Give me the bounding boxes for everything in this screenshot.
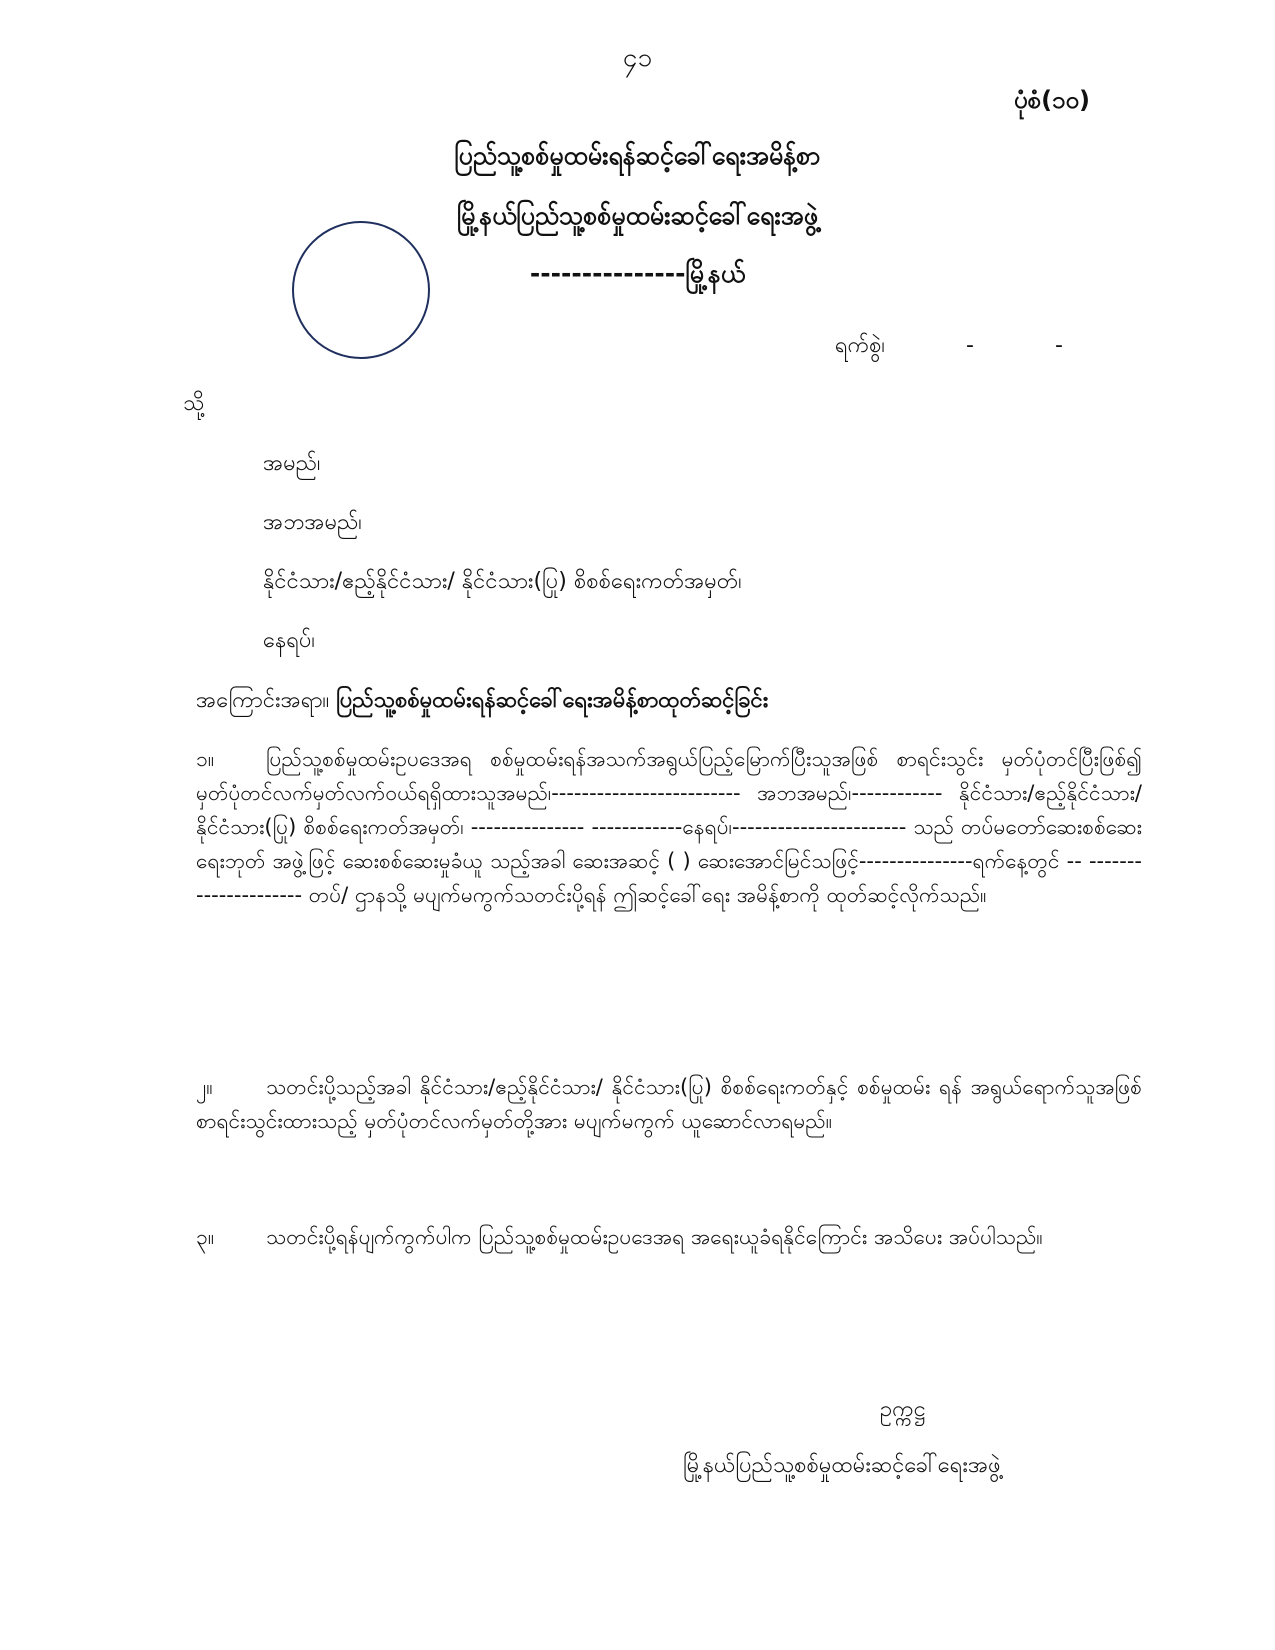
document-title: ပြည်သူ့စစ်မှုထမ်းရန်ဆင့်ခေါ်ရေးအမိန့်စာ	[454, 141, 821, 170]
date-separator: -	[1054, 333, 1063, 358]
recipient-address-field: နေရပ်၊	[263, 628, 315, 653]
recipient-id-card-field: နိုင်ငံသား/ဧည့်နိုင်ငံသား/ နိုင်ငံသား(ပြု) စိစစ်ရေးကတ်အမှတ်၊	[263, 569, 742, 594]
subject-text: ပြည်သူ့စစ်မှုထမ်းရန်ဆင့်ခေါ်ရေးအမိန့်စာထုတ်ဆင့်ခြင်း	[336, 688, 769, 713]
recipient-father-name-field: အဘအမည်၊	[263, 510, 362, 535]
signature-title: ဥက္ကဋ္ဌ	[880, 1397, 926, 1422]
paragraph-number: ၁။	[196, 747, 215, 771]
form-number: ပုံစံ(၁၀)	[1013, 86, 1090, 114]
paragraph-number: ၂။	[196, 1075, 213, 1099]
paragraph-text: ပြည်သူ့စစ်မှုထမ်းဥပဒေအရ စစ်မှုထမ်းရန်အသက်အရွယ်ပြည့်မြောက်ပြီးသူအဖြစ် စာရင်းသွင်း မှတ်ပုံတင်ပြီးဖြစ်၍ မှတ်ပုံတင်လက်မှတ်လက်ဝယ်ရရှိထားသူအမည်၊------------------------- အဘအမည်၊------------ နိုင်ငံသား/ဧည့်နိုင်ငံသား/ နိုင်ငံသား(ပြု) စိစစ်ရေးကတ်အမှတ်၊ --------------- ------------နေရပ်၊----------------------- သည် တပ်မတော်ဆေးစစ်ဆေးရေးဘုတ် အဖွဲ့ဖြင့် ဆေးစစ်ဆေးမှုခံယူ သည့်အခါ ဆေးအဆင့် ( ) ဆေးအောင်မြင်သဖြင့်---------------ရက်နေ့တွင် -- --------------------- တပ်/ ဌာနသို့ မပျက်မကွက်သတင်းပို့ရန် ဤဆင့်ခေါ်ရေး အမိန့်စာကို ထုတ်ဆင့်လိုက်သည်။	[196, 747, 1142, 907]
subject-line	[196, 685, 768, 718]
signature-organization: မြို့နယ်ပြည်သူ့စစ်မှုထမ်းဆင့်ခေါ်ရေးအဖွဲ့	[683, 1453, 1001, 1478]
subject-label: အကြောင်းအရာ။	[196, 688, 330, 713]
paragraph-number: ၃။	[196, 1225, 215, 1249]
page-number: ၄၁	[622, 43, 653, 73]
date-separator: -	[966, 333, 974, 358]
paragraph-text: သတင်းပို့ရန်ပျက်ကွက်ပါက ပြည်သူ့စစ်မှုထမ်းဥပဒေအရ အရေးယူခံရနိုင်ကြောင်း အသိပေး အပ်ပါသည်။	[266, 1225, 1043, 1249]
recipient-to: သို့	[183, 391, 205, 416]
paragraph-text: သတင်းပို့သည့်အခါ နိုင်ငံသား/ဧည့်နိုင်ငံသား/ နိုင်ငံသား(ပြု) စိစစ်ရေးကတ်နှင့် စစ်မှုထမ်း ရန် အရွယ်ရောက်သူအဖြစ် စာရင်းသွင်းထားသည့် မှတ်ပုံတင်လက်မှတ်တို့အား မပျက်မကွက် ယူဆောင်လာရမည်။	[196, 1075, 1142, 1133]
paragraph-2	[196, 1070, 1142, 1138]
paragraph-3	[196, 1220, 1142, 1254]
paragraph-1	[196, 742, 1142, 912]
date-line	[835, 330, 1063, 363]
seal-circle	[292, 221, 430, 359]
date-label: ရက်စွဲ၊	[835, 333, 886, 358]
township-line: ---------------မြို့နယ်	[529, 259, 746, 288]
issuer-name: မြို့နယ်ပြည်သူ့စစ်မှုထမ်းဆင့်ခေါ်ရေးအဖွဲ့	[456, 201, 819, 230]
recipient-name-field: အမည်၊	[263, 451, 321, 476]
